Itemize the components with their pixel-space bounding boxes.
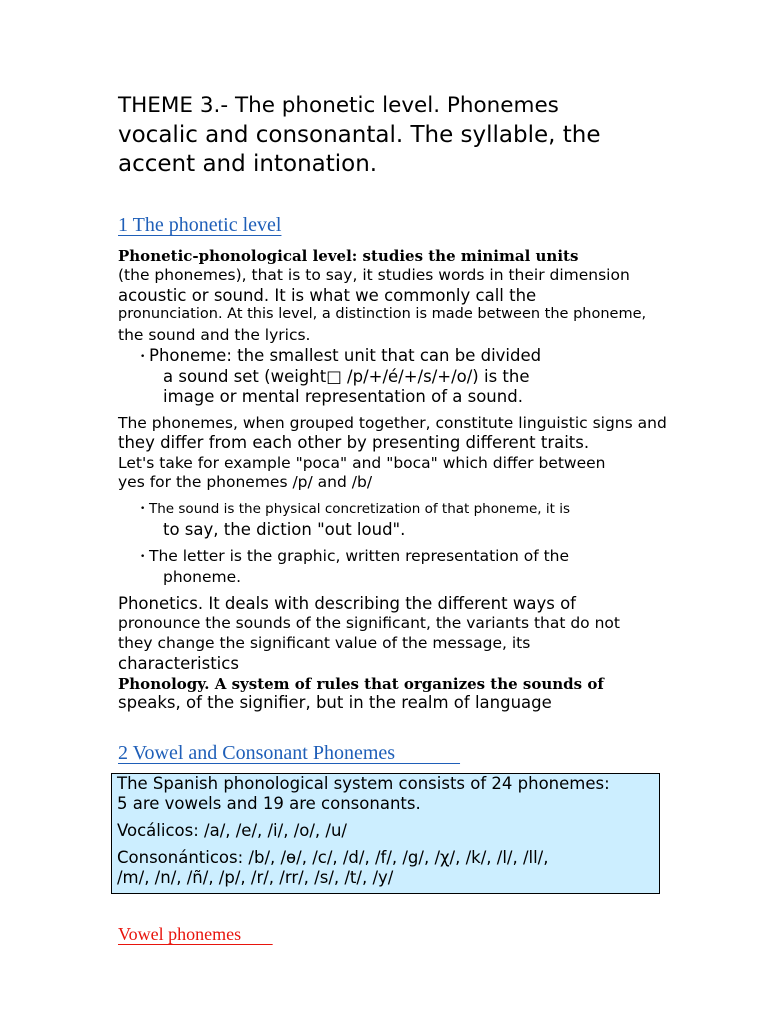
doc-title-line-3: accent and intonation. bbox=[118, 151, 378, 177]
box-line: 5 are vowels and 19 are consonants. bbox=[117, 794, 421, 813]
paragraph-line: characteristics bbox=[118, 654, 239, 673]
paragraph-line: Let's take for example "poca" and "boca" which differ between bbox=[118, 454, 606, 472]
bullet-item-sound bbox=[140, 501, 570, 517]
paragraph-line: speaks, of the signifier, but in the realm of language bbox=[118, 693, 552, 712]
bullet-text: Phoneme: the smallest unit that can be divided bbox=[149, 346, 542, 365]
bullet-dot-icon: • bbox=[140, 552, 146, 562]
paragraph-line: acoustic or sound. It is what we commonly call the bbox=[118, 286, 537, 305]
bullet-continuation: a sound set (weight□ /p/+/é/+/s/+/o/) is the bbox=[163, 367, 530, 386]
bullet-dot-icon: • bbox=[140, 352, 146, 362]
paragraph-line: (the phonemes), that is to say, it studies words in their dimension bbox=[118, 266, 630, 284]
bullet-dot-icon: • bbox=[140, 504, 146, 514]
bullet-continuation: to say, the diction "out loud". bbox=[163, 520, 406, 539]
phonology-bold-text: Phonology. A system of rules that organizes the sounds of bbox=[118, 675, 604, 693]
paragraph-line: the sound and the lyrics. bbox=[118, 326, 311, 344]
vowels-list: Vocálicos: /a/, /e/, /i/, /o/, /u/ bbox=[117, 821, 347, 840]
bullet-text: The sound is the physical concretization of that phoneme, it is bbox=[149, 501, 571, 517]
paragraph-line: Phonetics. It deals with describing the different ways of bbox=[118, 594, 576, 613]
paragraph-line: they change the significant value of the message, its bbox=[118, 634, 531, 652]
doc-title-line-2: vocalic and consonantal. The syllable, the bbox=[118, 122, 601, 148]
section-heading-phonetic-level: 1 The phonetic level bbox=[118, 214, 282, 236]
lead-bold-text: Phonetic-phonological level: studies the minimal units bbox=[118, 247, 579, 265]
bullet-text: The letter is the graphic, written representation of the bbox=[149, 547, 570, 565]
paragraph-line: pronounce the sounds of the significant, the variants that do not bbox=[118, 614, 620, 632]
section-heading-vowel-consonant: 2 Vowel and Consonant Phonemes bbox=[118, 742, 461, 764]
paragraph-line: The phonemes, when grouped together, constitute linguistic signs and bbox=[118, 414, 667, 432]
section-heading-vowel-phonemes: Vowel phonemes bbox=[118, 924, 273, 944]
doc-title-line-1: THEME 3.- The phonetic level. Phonemes bbox=[118, 93, 559, 118]
consonants-list-line-1: Consonánticos: /b/, /ɵ/, /c/, /d/, /f/, /g/, /χ/, /k/, /l/, /ll/, bbox=[117, 848, 549, 867]
bullet-continuation: image or mental representation of a sound. bbox=[163, 387, 523, 406]
paragraph-line: yes for the phonemes /p/ and /b/ bbox=[118, 473, 373, 491]
box-line: The Spanish phonological system consists of 24 phonemes: bbox=[117, 774, 610, 793]
bullet-item-letter bbox=[140, 547, 569, 565]
paragraph-line: they differ from each other by presenting different traits. bbox=[118, 433, 590, 452]
paragraph-line: pronunciation. At this level, a distinction is made between the phoneme, bbox=[118, 306, 647, 322]
bullet-continuation: phoneme. bbox=[163, 568, 242, 586]
consonants-list-line-2: /m/, /n/, /ñ/, /p/, /r/, /rr/, /s/, /t/, /y/ bbox=[117, 868, 394, 887]
bullet-item-phoneme bbox=[140, 346, 541, 365]
